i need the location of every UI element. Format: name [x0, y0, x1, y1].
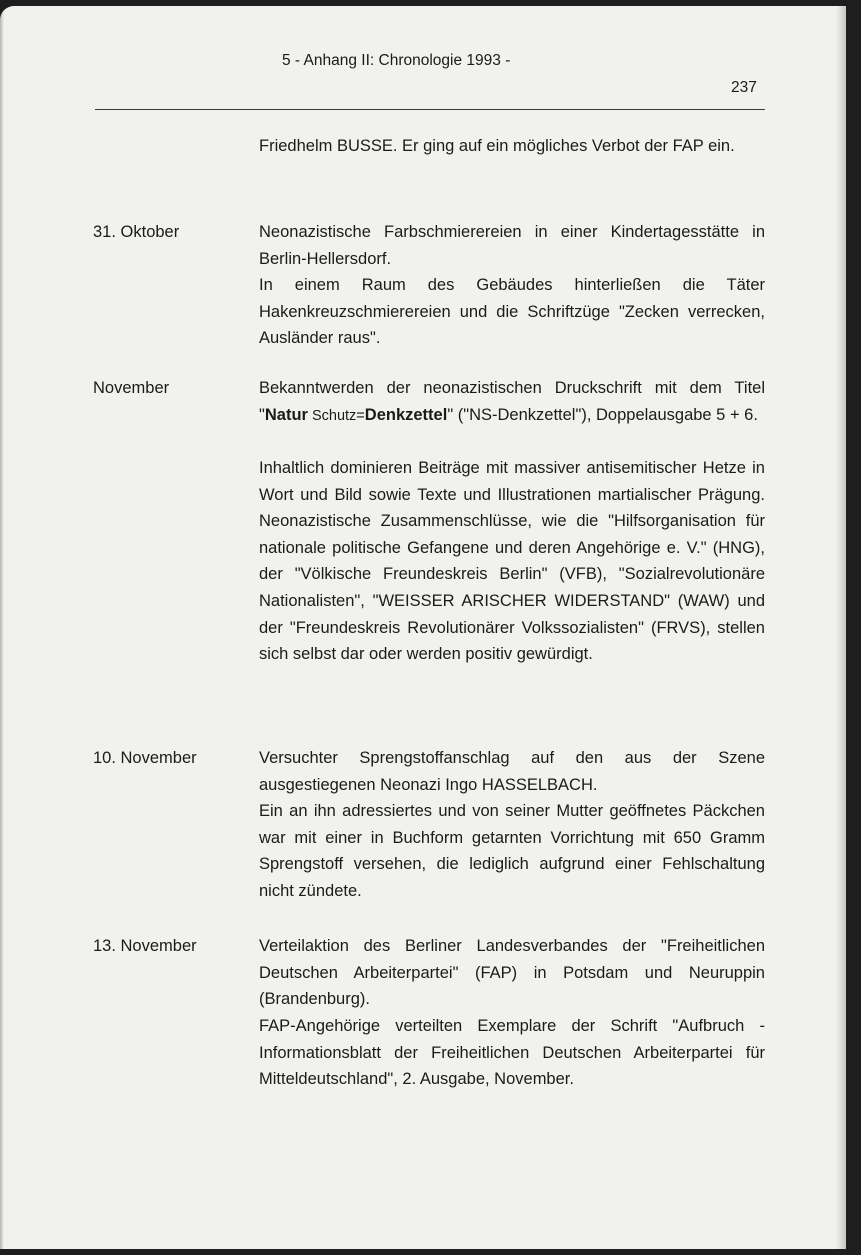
running-header: 5 - Anhang II: Chronologie 1993 - — [282, 52, 511, 69]
entry-date: 31. Oktober — [93, 223, 180, 241]
entry-text: Versuchter Sprengstoffanschlag auf den aus der Szene ausgestiegenen Neonazi Ingo HASSELBACH. — [259, 749, 765, 794]
entry-text-before: Bekanntwerden der neonazistischen Druckschrift mit dem Titel " — [259, 379, 765, 424]
book-spine-shadow — [836, 6, 846, 1249]
page-edge-shadow — [0, 6, 4, 1249]
publication-title-part: Schutz= — [307, 407, 365, 424]
entry-text: Ein an ihn adressiertes und von seiner Mutter geöffnetes Päckchen war mit einer in Buchform getarnten Vorrichtung mit 650 Gramm Sprengstoff versehen, die lediglich aufgrund einer Fehlschaltung nicht zündete. — [259, 802, 765, 900]
entry-text: In einem Raum des Gebäudes hinterließen die Täter Hakenkreuzschmierereien und die Schriftzüge "Zecken verrecken, Ausländer raus". — [259, 276, 765, 348]
entry-text: Friedhelm BUSSE. Er ging auf ein mögliches Verbot der FAP ein. — [259, 137, 735, 155]
entry-date: 10. November — [93, 749, 197, 767]
entry-text: Neonazistische Farbschmierereien in einer Kindertagesstätte in Berlin-Hellersdorf. — [259, 223, 765, 268]
entry-text: Verteilaktion des Berliner Landesverbandes der "Freiheitlichen Deutschen Arbeiterpartei" (FAP) in Potsdam und Neuruppin (Brandenburg). — [259, 937, 765, 1009]
entry-text: Inhaltlich dominieren Beiträge mit massiver antisemitischer Hetze in Wort und Bild sowie Texte und Illustrationen martialischer Prägung. Neonazistische Zusammenschlüsse, wie die "Hilfsorganisation für nationale politische Gefangene und deren Angehörige e. V." (HNG), der "Völkische Freundeskreis Berlin" (VFB), "Sozialrevolutionäre Nationalisten", "WEISSER ARISCHER WIDERSTAND" (WAW) und der "Freundeskreis Revolutionärer Volkssozialisten" (FRVS), stellen sich selbst dar oder werden positiv gewürdigt. — [259, 459, 765, 664]
entry-date: November — [93, 379, 170, 397]
page-number: 237 — [731, 79, 757, 96]
entry-text — [259, 375, 765, 429]
document-page — [0, 6, 846, 1249]
publication-title-part: Natur — [264, 405, 308, 424]
publication-title-part: Denkzettel — [364, 405, 448, 424]
entry-text: FAP-Angehörige verteilten Exemplare der Schrift "Aufbruch - Informationsblatt der Freiheitlichen Deutschen Arbeiterpartei für Mitteldeutschland", 2. Ausgabe, November. — [259, 1017, 765, 1089]
header-divider — [95, 109, 765, 110]
entry-text-after: " ("NS-Denkzettel"), Doppelausgabe 5 + 6. — [447, 405, 758, 424]
entry-date: 13. November — [93, 937, 197, 955]
